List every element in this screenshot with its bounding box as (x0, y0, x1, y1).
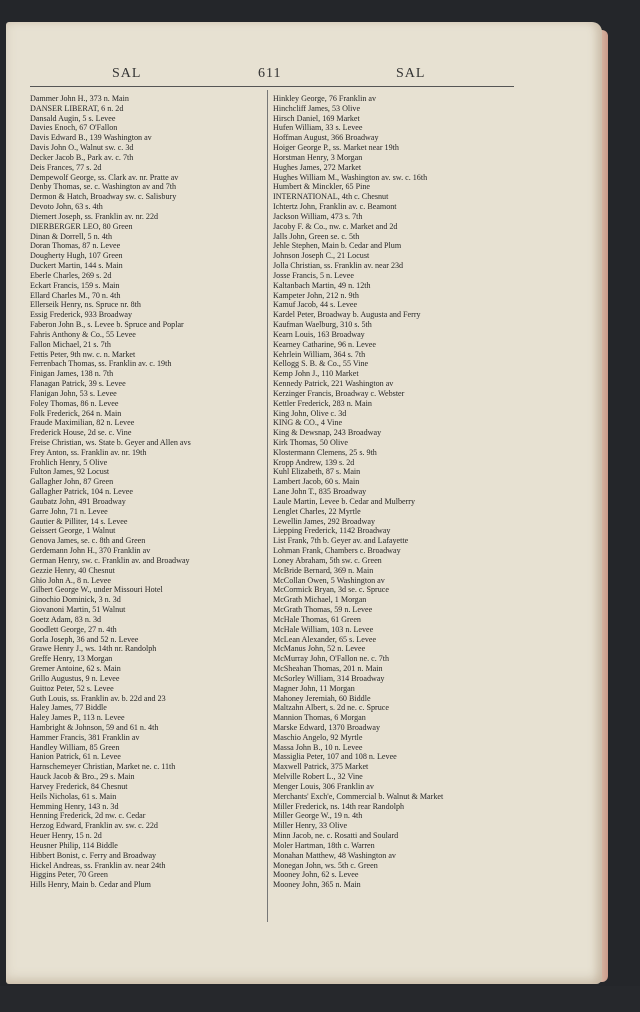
header-right-keyword: SAL (396, 66, 426, 81)
directory-entry: McSheahan Thomas, 201 n. Main (273, 664, 383, 674)
directory-entry: Fulton James, 92 Locust (30, 467, 110, 477)
directory-entry: Monahan Matthew, 48 Washington av (273, 850, 396, 860)
directory-entry: Kaltanbach Martin, 49 n. 12th (273, 280, 371, 290)
directory-entry: Kearn Louis, 163 Broadway (273, 329, 365, 339)
directory-entry: Fallon Michael, 21 s. 7th (30, 339, 111, 349)
directory-entry: Guth Louis, ss. Franklin av. b. 22d and 23 (30, 693, 166, 703)
directory-entry: Geissert George, 1 Walnut (30, 526, 116, 536)
directory-entry: Maltzahn Albert, s. 2d ne. c. Spruce (273, 703, 389, 713)
directory-entry: Kaufman Waelburg, 310 s. 5th (273, 320, 372, 330)
directory-entry: Hufen William, 33 s. Levee (273, 123, 363, 133)
directory-entry: Harvey Frederick, 84 Chesnut (30, 781, 128, 791)
directory-entry: Kirk Thomas, 50 Olive (273, 437, 348, 447)
directory-entry: Dempewolf George, ss. Clark av. nr. Pratte av (30, 172, 179, 182)
directory-entry: McManus John, 52 n. Levee (273, 644, 366, 654)
directory-entry: Humbert & Minckler, 65 Pine (273, 182, 371, 192)
directory-entry: McSorley William, 314 Broadway (273, 673, 385, 683)
directory-entry: Kampeter John, 212 n. 9th (273, 290, 359, 300)
directory-entry: McBride Bernard, 369 n. Main (273, 565, 374, 575)
directory-entry: McHale William, 103 n. Levee (273, 624, 374, 634)
directory-entry: Grillo Augustus, 9 n. Levee (30, 673, 120, 683)
directory-entry: Gautier & Pilliter, 14 s. Levee (30, 516, 128, 526)
directory-entry: Hirsch Daniel, 169 Market (273, 113, 360, 123)
directory-entry: Greffe Henry, 13 Morgan (30, 654, 113, 664)
directory-entry: Genova James, se. c. 8th and Green (30, 536, 146, 546)
directory-entry: Ginochio Dominick, 3 n. 3d (30, 595, 121, 605)
directory-entry: Horstman Henry, 3 Morgan (273, 152, 363, 162)
directory-entry: Hemming Henry, 143 n. 3d (30, 801, 119, 811)
directory-entry: Davis John O., Walnut sw. c. 3d (30, 143, 134, 153)
directory-entry: Garre John, 71 n. Levee (30, 506, 108, 516)
directory-entry: Jolla Christian, ss. Franklin av. near 23d (273, 261, 404, 271)
directory-entry: Hammer Francis, 381 Franklin av (30, 732, 140, 742)
directory-entry: Ichtertz John, Franklin av. c. Beamont (273, 202, 397, 212)
directory-entry: Klostermann Clemens, 25 s. 9th (273, 447, 377, 457)
directory-entry: Melville Robert L., 32 Vine (273, 772, 363, 782)
directory-entry: Marske Edward, 1370 Broadway (273, 723, 380, 732)
directory-entry: Flanagan Patrick, 39 s. Levee (30, 379, 126, 389)
directory-entry: Lambert Jacob, 60 s. Main (273, 477, 360, 487)
directory-entry: Higgins Peter, 70 Green (30, 870, 108, 880)
directory-entry: Dermon & Hatch, Broadway sw. c. Salisbury (30, 192, 177, 202)
directory-entry: Dougherty Hugh, 107 Green (30, 251, 123, 261)
directory-entry: Flanigan John, 53 s. Levee (30, 388, 117, 398)
directory-entry: DANSER LIBERAT, 6 n. 2d (30, 103, 124, 113)
directory-entry: Kamuf Jacob, 44 s. Levee (273, 300, 358, 310)
directory-entry: Fraude Maximilian, 82 n. Levee (30, 418, 135, 428)
directory-entry: Lewellin James, 292 Broadway (273, 516, 376, 526)
directory-entry: Ellerseik Henry, ns. Spruce nr. 8th (30, 300, 141, 310)
directory-entry: Henning Frederick, 2d nw. c. Cedar (30, 811, 146, 821)
directory-entry: Liepping Frederick, 1142 Broadway (273, 526, 391, 536)
directory-entry: McGrath Michael, 1 Morgan (273, 595, 367, 605)
directory-entry: Gezzie Henry, 40 Chesnut (30, 565, 115, 575)
directory-entry: Dammer John H., 373 n. Main (30, 94, 129, 103)
directory-entry: Miller Henry, 33 Olive (273, 821, 348, 831)
directory-entry: Maxwell Patrick, 375 Market (273, 762, 369, 772)
directory-entry: Jacoby F. & Co., nw. c. Market and 2d (273, 221, 398, 231)
directory-entry: Laule Martin, Levee b. Cedar and Mulberry (273, 496, 416, 506)
directory-entry: Faberon John B., s. Levee b. Spruce and Poplar (30, 320, 184, 330)
left-column (30, 94, 268, 890)
directory-entry: Goetz Adam, 83 n. 3d (30, 614, 102, 624)
directory-entry: Moler Hartman, 18th c. Warren (273, 840, 375, 850)
directory-entry: Ghio John A., 8 n. Levee (30, 575, 111, 585)
directory-entry: Hoffman August, 366 Broadway (273, 133, 379, 143)
directory-entry: INTERNATIONAL, 4th c. Chesnut (273, 192, 389, 202)
directory-entry: German Henry, sw. c. Franklin av. and Broadway (30, 555, 190, 565)
directory-entry: Eckart Francis, 159 s. Main (30, 280, 120, 290)
directory-entry: Hills Henry, Main b. Cedar and Plum (30, 880, 151, 890)
directory-entry: Fettis Peter, 9th nw. c. n. Market (30, 349, 136, 359)
directory-entry: Miller Frederick, ns. 14th rear Randolph (273, 801, 405, 811)
directory-entry: Mannion Thomas, 6 Morgan (273, 713, 366, 723)
directory-entry: Denby Thomas, se. c. Washington av and 7th (30, 182, 177, 192)
directory-entry: Kuhl Elizabeth, 87 s. Main (273, 467, 361, 477)
directory-entry: McHale Thomas, 61 Green (273, 614, 361, 624)
directory-entry: Kennedy Patrick, 221 Washington av (273, 379, 394, 389)
directory-entry: Magner John, 11 Morgan (273, 683, 355, 693)
directory-entry: Haley James P., 113 n. Levee (30, 713, 125, 723)
directory-entry: DIERBERGER LEO, 80 Green (30, 221, 133, 231)
directory-entry: Heusner Philip, 114 Biddle (30, 840, 118, 850)
directory-entry: McMurray John, O'Fallon ne. c. 7th (273, 654, 390, 664)
directory-entry: Lohman Frank, Chambers c. Broadway (273, 546, 401, 556)
directory-entry: Finigan James, 138 n. 7th (30, 369, 114, 379)
directory-entry: Freise Christian, ws. State b. Geyer and Allen avs (30, 437, 191, 447)
directory-entry: Johnson Joseph C., 21 Locust (273, 251, 370, 261)
directory-entry: Jalls John, Green se. c. 5th (273, 231, 360, 241)
directory-entry: Jehle Stephen, Main b. Cedar and Plum (273, 241, 402, 251)
directory-entry: Minn Jacob, ne. c. Rosatti and Soulard (273, 831, 399, 841)
directory-entry: Merchants' Exch'e, Commercial b. Walnut & Market (273, 791, 444, 801)
directory-entry: Massa John B., 10 n. Levee (273, 742, 363, 752)
directory-entry: Giovanoni Martin, 51 Walnut (30, 605, 126, 615)
directory-entry: Hibbert Bonist, c. Ferry and Broadway (30, 850, 157, 860)
directory-entry: Herzog Edward, Franklin av. sw. c. 22d (30, 821, 158, 831)
directory-entry: Foley Thomas, 86 n. Levee (30, 398, 119, 408)
directory-entry: Essig Frederick, 933 Broadway (30, 310, 133, 320)
directory-entry: Kettler Frederick, 283 n. Main (273, 398, 372, 408)
directory-entry: Heils Nicholas, 61 s. Main (30, 791, 117, 801)
directory-entry: Miller George W., 19 n. 4th (273, 811, 363, 821)
directory-entry: Hoiger George P., ss. Market near 19th (273, 143, 399, 153)
directory-entry: Davies Enoch, 67 O'Fallon (30, 123, 118, 133)
header-rule (30, 86, 514, 87)
directory-entry: Dansald Augin, 5 s. Levee (30, 113, 116, 123)
directory-entry: Fahris Anthony & Co., 55 Levee (30, 329, 136, 339)
directory-entry: Ellard Charles M., 70 n. 4th (30, 290, 121, 300)
directory-entry: Diemert Joseph, ss. Franklin av. nr. 22d (30, 211, 159, 221)
directory-entry: Frey Anton, ss. Franklin av. nr. 19th (30, 447, 147, 457)
directory-entry: Hanion Patrick, 61 n. Levee (30, 752, 121, 762)
directory-entry: KING & CO., 4 Vine (273, 418, 343, 428)
directory-entry: Lenglet Charles, 22 Myrtle (273, 506, 361, 516)
directory-entry: Mooney John, 365 n. Main (273, 880, 361, 890)
directory-entry: Gaubatz John, 491 Broadway (30, 496, 126, 506)
page-number: 611 (258, 66, 282, 81)
directory-entry: Kehrlein William, 364 s. 7th (273, 349, 366, 359)
directory-entry: Jackson William, 473 s. 7th (273, 211, 363, 221)
directory-entry: Doran Thomas, 87 n. Levee (30, 241, 121, 251)
directory-entry: Kearney Catharine, 96 n. Levee (273, 339, 376, 349)
directory-entry: Dinan & Dorrell, 5 n. 4th (30, 231, 113, 241)
directory-entry: Menger Louis, 306 Franklin av (273, 781, 374, 791)
directory-entry: Mahoney Jeremiah, 60 Biddle (273, 693, 371, 703)
directory-entry: Monegan John, ws. 5th c. Green (273, 860, 378, 870)
directory-entry: Hickel Andreas, ss. Franklin av. near 24th (30, 860, 166, 870)
directory-entry: Hughes William M., Washington av. sw. c. 16th (273, 172, 428, 182)
directory-entry: Kardel Peter, Broadway b. Augusta and Ferry (273, 310, 421, 320)
directory-entry: King & Dewsnap, 243 Broadway (273, 428, 382, 438)
directory-entry: Goodlett George, 27 n. 4th (30, 624, 117, 634)
directory-entry: Handley William, 85 Green (30, 742, 120, 752)
directory-entry: Josse Francis, 5 n. Levee (273, 270, 354, 280)
directory-entry: Decker Jacob B., Park av. c. 7th (30, 152, 134, 162)
directory-entry: Devoto John, 63 s. 4th (30, 202, 103, 212)
header-left-keyword: SAL (112, 66, 142, 81)
directory-entry: Guittoz Peter, 52 s. Levee (30, 683, 114, 693)
directory-entry: Gorla Joseph, 36 and 52 n. Levee (30, 634, 139, 644)
directory-entry: Hauck Jacob & Bro., 29 s. Main (30, 772, 135, 782)
directory-entry: Gallagher Patrick, 104 n. Levee (30, 487, 133, 497)
directory-entry: Maschio Angelo, 92 Myrtle (273, 732, 363, 742)
book-binding (0, 986, 640, 1012)
directory-entry: Kellogg S. B. & Co., 55 Vine (273, 359, 369, 369)
directory-entry: Massiglia Peter, 107 and 108 n. Levee (273, 752, 397, 762)
directory-entry: Mooney John, 62 s. Levee (273, 870, 359, 880)
directory-entry: Gilbert George W., under Missouri Hotel (30, 585, 163, 595)
directory-entry: Haley James, 77 Biddle (30, 703, 107, 713)
directory-entry: Davis Edward B., 139 Washington av (30, 133, 152, 143)
directory-entry: McGrath Thomas, 59 n. Levee (273, 605, 373, 615)
directory-entry: Folk Frederick, 264 n. Main (30, 408, 122, 418)
directory-entry: Heuer Henry, 15 n. 2d (30, 831, 102, 841)
directory-entry: Gremer Antoine, 62 s. Main (30, 664, 121, 674)
directory-entry: Frohlich Henry, 5 Olive (30, 457, 108, 467)
directory-entry: King John, Olive c. 3d (273, 408, 347, 418)
directory-entry: McLean Alexander, 65 s. Levee (273, 634, 377, 644)
directory-entry: Grawe Henry J., ws. 14th nr. Randolph (30, 644, 157, 654)
directory-entry: Ferrenbach Thomas, ss. Franklin av. c. 19th (30, 359, 172, 369)
directory-entry: Eberle Charles, 269 s. 2d (30, 270, 112, 280)
directory-page (6, 22, 602, 984)
directory-entry: Kerzinger Francis, Broadway c. Webster (273, 388, 405, 398)
directory-entry: Deis Frances, 77 s. 2d (30, 162, 102, 172)
directory-entry: McCollan Owen, 5 Washington av (273, 575, 385, 585)
directory-entry: McCormick Bryan, 3d se. c. Spruce (273, 585, 389, 595)
page-header (6, 66, 602, 84)
directory-entry: Kropp Andrew, 139 s. 2d (273, 457, 355, 467)
directory-entry: Harnschemeyer Christian, Market ne. c. 11th (30, 762, 176, 772)
directory-entry: Hambright & Johnson, 59 and 61 n. 4th (30, 723, 159, 732)
directory-entry: Gerdemann John H., 370 Franklin av (30, 546, 151, 556)
directory-entry: Hinkley George, 76 Franklin av (273, 94, 377, 103)
directory-entry: Hughes James, 272 Market (273, 162, 362, 172)
directory-entry: Lane John T., 835 Broadway (273, 487, 367, 497)
directory-entry: Frederick House, 2d se. c. Vine (30, 428, 132, 438)
directory-entry: Loney Abraham, 5th sw. c. Green (273, 555, 382, 565)
directory-entry: Duckert Martin, 144 s. Main (30, 261, 123, 271)
directory-entry: Kemp John J., 110 Market (273, 369, 359, 379)
directory-entry: Gallagher John, 87 Green (30, 477, 114, 487)
directory-entry: List Frank, 7th b. Geyer av. and Lafayette (273, 536, 409, 546)
right-column (273, 94, 523, 890)
directory-entry: Hinchcliff James, 53 Olive (273, 103, 361, 113)
